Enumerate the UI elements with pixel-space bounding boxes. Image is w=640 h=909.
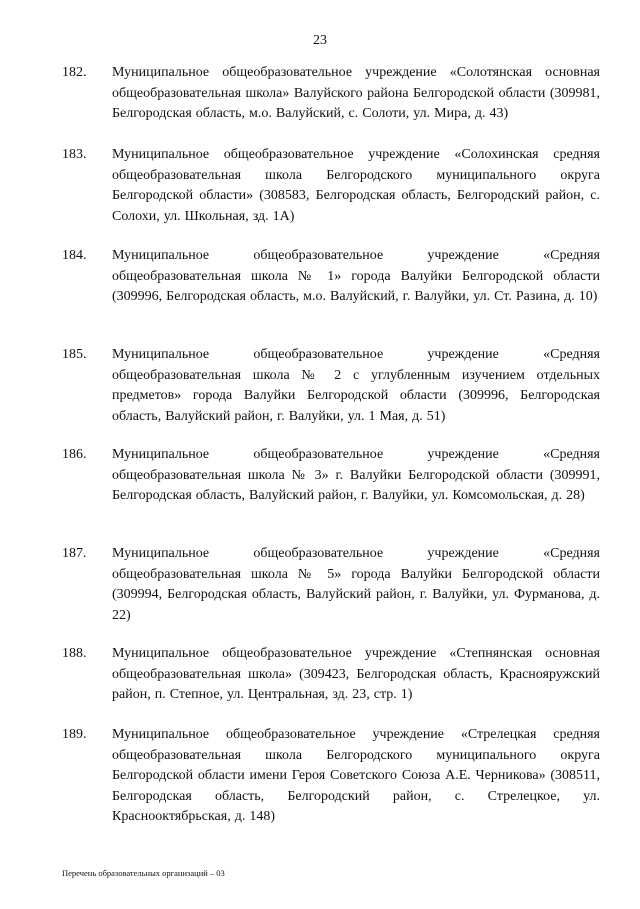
list-item-text: Муниципальное общеобразовательное учреждение «Солохинская средняя общеобразовательная школа Белгородского муниципального округа Белгородской области» (308583, Белгородская область, Белгородский район, с. Солохи, ул. Школьная, зд. 1А) xyxy=(112,147,600,224)
page-number: 23 xyxy=(313,33,327,48)
list-item-text: Муниципальное общеобразовательное учреждение «Солотянская основная общеобразовательная школа» Валуйского района Белгородской области (309981, Белгородская область, м.о. Валуйский, с. Солоти, ул. Мира, д. 43) xyxy=(112,65,600,121)
list-item-text: Муниципальное общеобразовательное учреждение «Средняя общеобразовательная школа № 3» г. Валуйки Белгородской области (309991, Белгородская область, Валуйский район, г. Валуйки, ул. Комсомольская, д. 28) xyxy=(112,447,600,503)
list-item-186 xyxy=(62,445,602,507)
list-item-188 xyxy=(62,644,602,706)
list-item-number: 189. xyxy=(62,727,87,742)
list-item-189 xyxy=(62,725,602,828)
page-footer: Перечень образовательных организаций – 03 xyxy=(62,868,225,878)
list-item-number: 183. xyxy=(62,147,87,162)
list-item-number: 186. xyxy=(62,447,87,462)
list-item-number: 182. xyxy=(62,65,87,80)
list-item-number: 184. xyxy=(62,248,87,263)
list-item-number: 185. xyxy=(62,347,87,362)
list-item-185 xyxy=(62,345,602,427)
list-item-183 xyxy=(62,145,602,227)
list-item-text: Муниципальное общеобразовательное учреждение «Средняя общеобразовательная школа № 1» города Валуйки Белгородской области (309996, Белгородская область, м.о. Валуйский, г. Валуйки, ул. Ст. Разина, д. 10) xyxy=(112,248,600,304)
list-item-187 xyxy=(62,544,602,626)
list-item-text: Муниципальное общеобразовательное учреждение «Средняя общеобразовательная школа № 5» города Валуйки Белгородской области (309994, Белгородская область, Валуйский район, г. Валуйки, ул. Фурманова, д. 22) xyxy=(112,546,600,623)
list-item-182 xyxy=(62,63,602,125)
list-item-number: 188. xyxy=(62,646,87,661)
list-item-number: 187. xyxy=(62,546,87,561)
list-item-184 xyxy=(62,246,602,308)
list-item-text: Муниципальное общеобразовательное учреждение «Стрелецкая средняя общеобразовательная школа Белгородского муниципального округа Белгородской области имени Героя Советского Союза А.Е. Черникова» (308511, Белгородская область, Белгородский район, с. Стрелецкое, ул. Краснооктябрьская, д. 148) xyxy=(112,727,600,824)
list-item-text: Муниципальное общеобразовательное учреждение «Средняя общеобразовательная школа № 2 с углубленным изучением отдельных предметов» города Валуйки Белгородской области (309996, Белгородская область, Валуйский район, г. Валуйки, ул. 1 Мая, д. 51) xyxy=(112,347,600,424)
list-item-text: Муниципальное общеобразовательное учреждение «Степнянская основная общеобразовательная школа» (309423, Белгородская область, Краснояружский район, п. Степное, ул. Центральная, зд. 23, стр. 1) xyxy=(112,646,600,702)
